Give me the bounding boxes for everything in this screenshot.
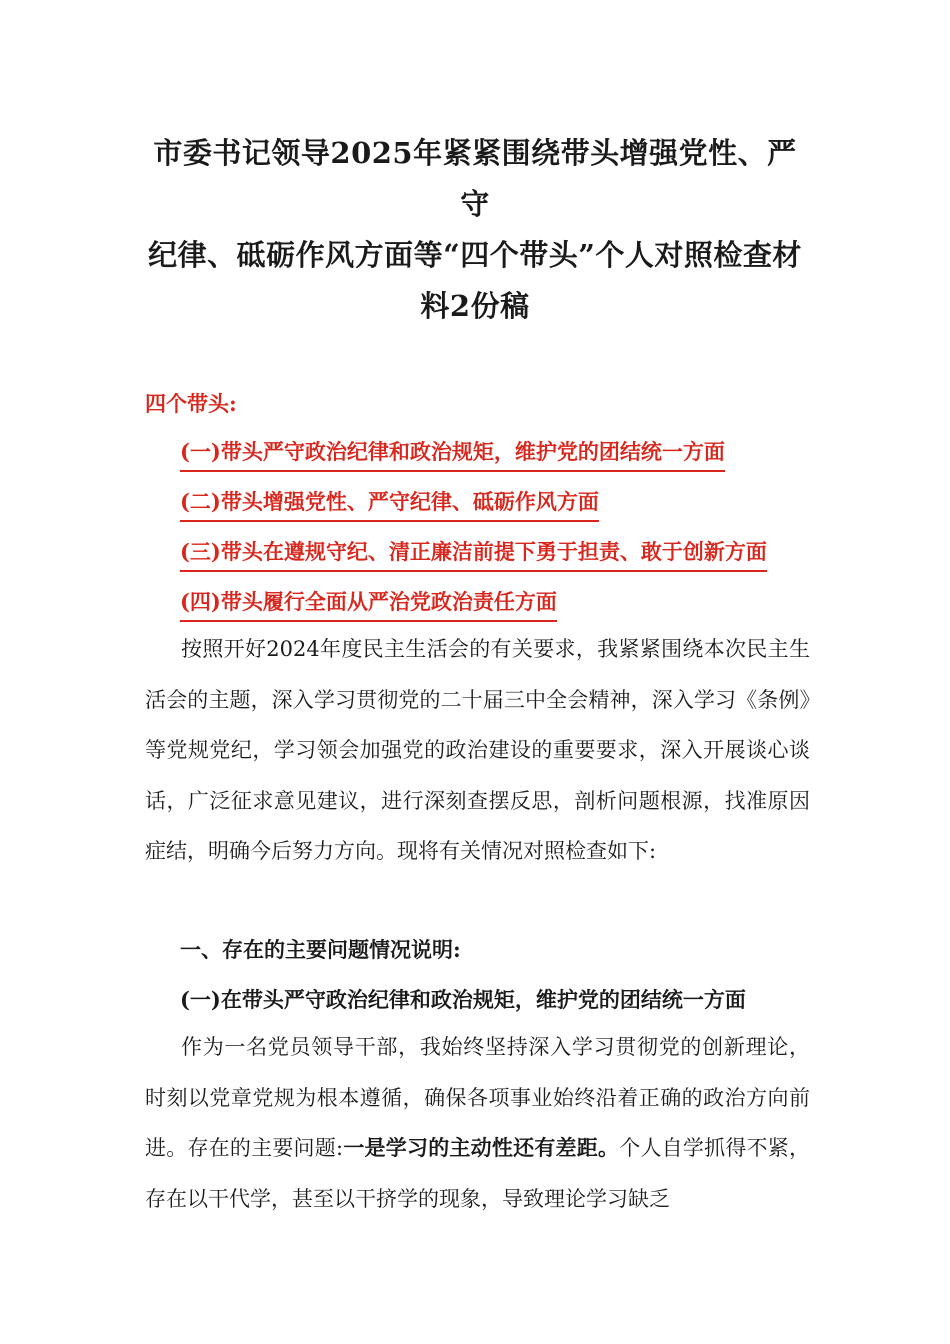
body-paragraph-part-2: 个人自学抓得不紧，存在以干代学，甚至以干挤学的现象，导致理论学习缺乏 [145,1136,811,1211]
four-heads-item-2: (二)带头增强党性、严守纪律、砥砺作风方面 [180,486,599,522]
body-paragraph [145,1022,810,1224]
intro-paragraph: 按照开好2024年度民主生活会的有关要求，我紧紧围绕本次民主生活会的主题，深入学习贯彻党的二十届三中全会精神，深入学习《条例》等党规党纪，学习领会加强党的政治建设的重要要求，深入开展谈心谈话，广泛征求意见建议，进行深刻查摆反思，剖析问题根源，找准原因症结，明确今后努力方向。现将有关情况对照检查如下: [145,637,810,863]
four-heads-item-1: (一)带头严守政治纪律和政治规矩，维护党的团结统一方面 [180,436,725,472]
four-heads-item-3: (三)带头在遵规守纪、清正廉洁前提下勇于担责、敢于创新方面 [180,536,767,572]
section-1-heading: 一、存在的主要问题情况说明: [180,937,461,962]
document-title [140,128,810,332]
section-1-sub-1-heading: (一)在带头严守政治纪律和政治规矩，维护党的团结统一方面 [180,987,746,1012]
body-paragraph-bold: 一是学习的主动性还有差距。 [343,1135,620,1160]
title-line-3: 料2份稿 [420,289,530,323]
title-line-2: 纪律、砥砺作风方面等“四个带头”个人对照检查材 [148,238,802,272]
title-line-1: 市委书记领导2025年紧紧围绕带头增强党性、严守 [153,136,797,221]
body-paragraph-part-1: 作为一名党员领导干部，我始终坚持深入学习贯彻党的创新理论，时刻以党章党规为根本遵循，确保各项事业始终沿着正确的政治方向前进。存在的主要问题: [145,1035,810,1160]
four-heads-heading: 四个带头: [145,391,237,416]
four-heads-item-4: (四)带头履行全面从严治党政治责任方面 [180,586,557,622]
